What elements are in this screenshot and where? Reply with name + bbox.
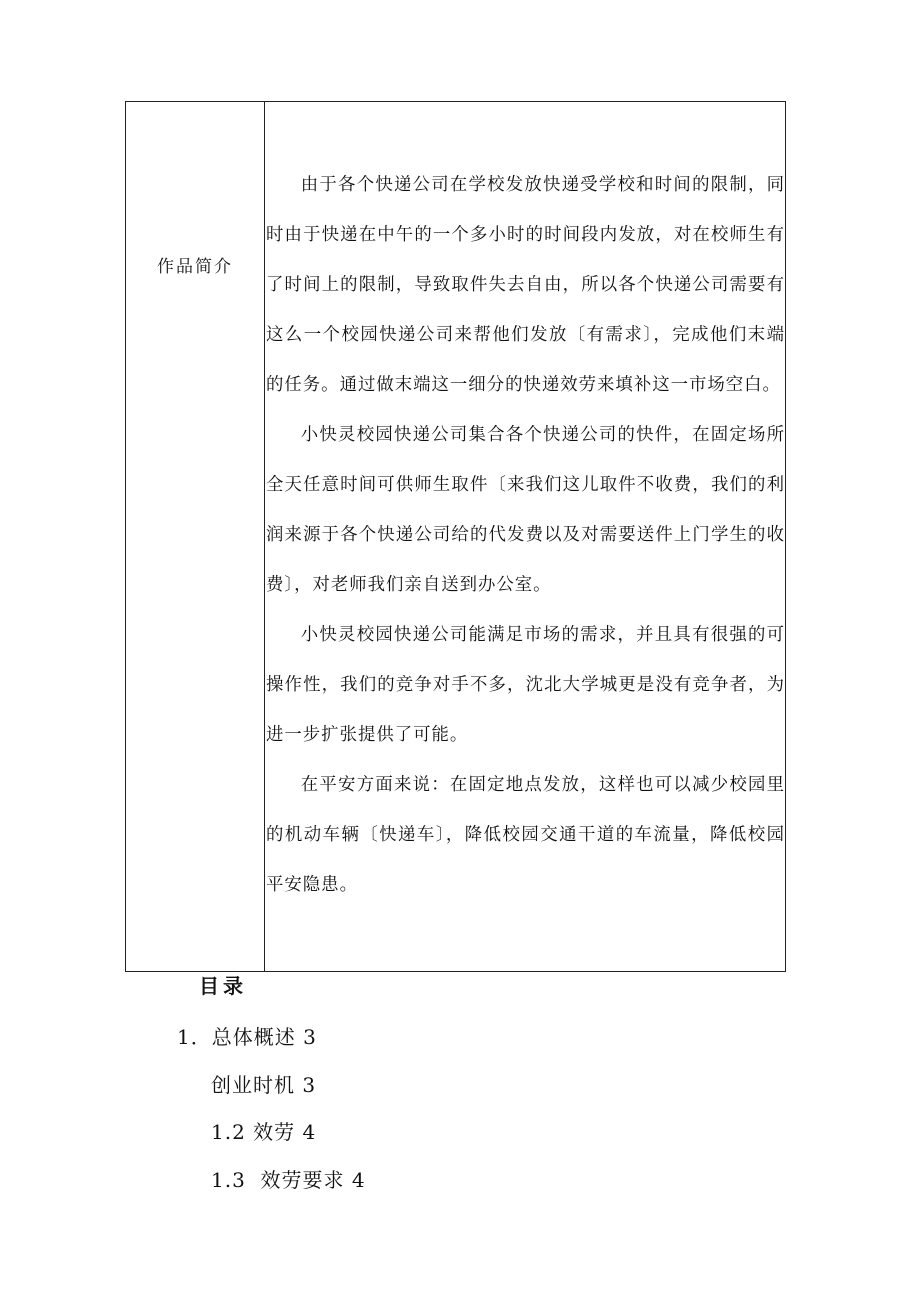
- toc-item-service-requirements[interactable]: 1.3 效劳要求 4: [211, 1168, 366, 1192]
- intro-paragraph-3: 小快灵校园快递公司能满足市场的需求，并且具有很强的可操作性，我们的竞争对手不多，沈北大学城更是没有竞争者，为进一步扩张提供了可能。: [266, 625, 785, 745]
- table-column-divider: [264, 101, 265, 972]
- toc-item-opportunity[interactable]: 创业时机 3: [211, 1073, 317, 1097]
- toc-item-service[interactable]: 1.2 效劳 4: [211, 1120, 317, 1144]
- intro-label: 作品简介: [157, 257, 233, 277]
- toc-title: 目录: [199, 974, 247, 998]
- intro-paragraph-4: 在平安方面来说：在固定地点发放，这样也可以减少校园里的机动车辆〔快递车〕，降低校园交通干道的车流量，降低校园平安隐患。: [266, 775, 785, 895]
- intro-paragraph-1: 由于各个快递公司在学校发放快递受学校和时间的限制，同时由于快递在中午的一个多小时的时间段内发放，对在校师生有了时间上的限制，导致取件失去自由，所以各个快递公司需要有这么一个校园快递公司来帮他们发放〔有需求〕，完成他们末端的任务。通过做末端这一细分的快递效劳来填补这一市场空白。: [266, 175, 785, 395]
- intro-paragraph-2: 小快灵校园快递公司集合各个快递公司的快件，在固定场所全天任意时间可供师生取件〔来我们这儿取件不收费，我们的利润来源于各个快递公司给的代发费以及对需要送件上门学生的收费〕，对老师我们亲自送到办公室。: [266, 425, 785, 595]
- toc-item-overview[interactable]: 1．总体概述 3: [177, 1025, 317, 1049]
- intro-content: [266, 160, 785, 910]
